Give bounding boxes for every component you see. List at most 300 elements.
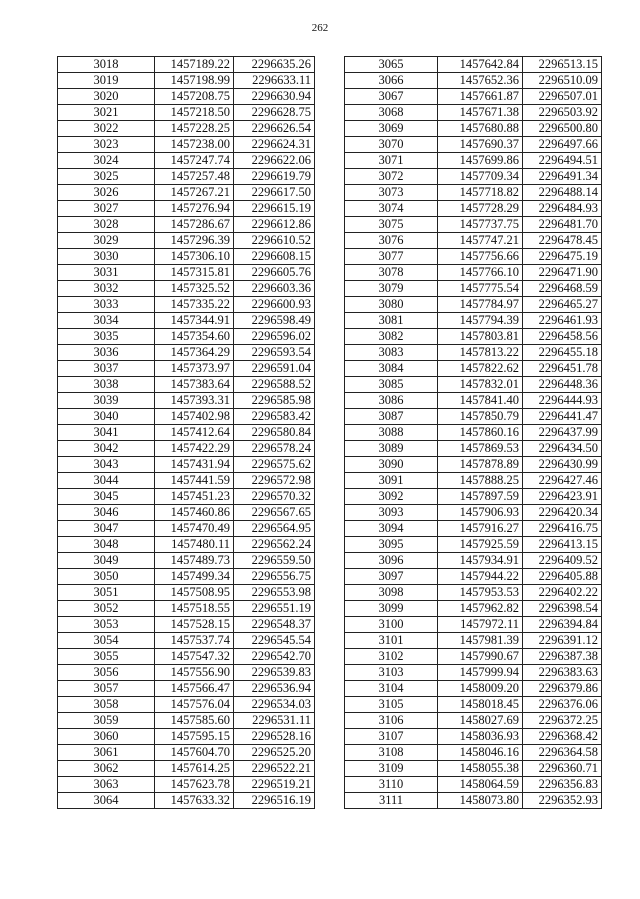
point-id-cell: 3049: [58, 553, 155, 569]
x-coordinate-cell: 1457585.60: [155, 713, 234, 729]
table-row: [345, 425, 602, 441]
table-row: [58, 761, 315, 777]
y-coordinate-cell: 2296531.11: [234, 713, 315, 729]
y-coordinate-cell: 2296444.93: [523, 393, 602, 409]
x-coordinate-cell: 1457999.94: [438, 665, 523, 681]
x-coordinate-cell: 1457470.49: [155, 521, 234, 537]
point-id-cell: 3072: [345, 169, 438, 185]
y-coordinate-cell: 2296588.52: [234, 377, 315, 393]
table-row: [345, 201, 602, 217]
table-row: [58, 793, 315, 809]
y-coordinate-cell: 2296420.34: [523, 505, 602, 521]
point-id-cell: 3021: [58, 105, 155, 121]
y-coordinate-cell: 2296497.66: [523, 137, 602, 153]
y-coordinate-cell: 2296437.99: [523, 425, 602, 441]
table-row: [345, 409, 602, 425]
y-coordinate-cell: 2296570.32: [234, 489, 315, 505]
x-coordinate-cell: 1457803.81: [438, 329, 523, 345]
x-coordinate-cell: 1457508.95: [155, 585, 234, 601]
y-coordinate-cell: 2296633.11: [234, 73, 315, 89]
table-row: [58, 633, 315, 649]
table-row: [58, 713, 315, 729]
x-coordinate-cell: 1458036.93: [438, 729, 523, 745]
point-id-cell: 3018: [58, 57, 155, 73]
table-row: [345, 777, 602, 793]
point-id-cell: 3033: [58, 297, 155, 313]
x-coordinate-cell: 1457972.11: [438, 617, 523, 633]
table-row: [345, 553, 602, 569]
page-number: 262: [311, 22, 329, 34]
point-id-cell: 3080: [345, 297, 438, 313]
y-coordinate-cell: 2296564.95: [234, 521, 315, 537]
point-id-cell: 3048: [58, 537, 155, 553]
x-coordinate-cell: 1457661.87: [438, 89, 523, 105]
y-coordinate-cell: 2296551.19: [234, 601, 315, 617]
x-coordinate-cell: 1457633.32: [155, 793, 234, 809]
point-id-cell: 3051: [58, 585, 155, 601]
table-row: [58, 249, 315, 265]
point-id-cell: 3084: [345, 361, 438, 377]
x-coordinate-cell: 1457813.22: [438, 345, 523, 361]
point-id-cell: 3020: [58, 89, 155, 105]
point-id-cell: 3052: [58, 601, 155, 617]
x-coordinate-cell: 1457441.59: [155, 473, 234, 489]
x-coordinate-cell: 1457218.50: [155, 105, 234, 121]
x-coordinate-cell: 1457547.32: [155, 649, 234, 665]
table-row: [58, 649, 315, 665]
table-row: [58, 777, 315, 793]
point-id-cell: 3044: [58, 473, 155, 489]
point-id-cell: 3042: [58, 441, 155, 457]
y-coordinate-cell: 2296583.42: [234, 409, 315, 425]
point-id-cell: 3107: [345, 729, 438, 745]
point-id-cell: 3083: [345, 345, 438, 361]
point-id-cell: 3098: [345, 585, 438, 601]
table-row: [345, 89, 602, 105]
table-row: [58, 265, 315, 281]
table-row: [345, 297, 602, 313]
table-row: [58, 281, 315, 297]
y-coordinate-cell: 2296475.19: [523, 249, 602, 265]
y-coordinate-cell: 2296572.98: [234, 473, 315, 489]
table-row: [58, 441, 315, 457]
table-row: [345, 393, 602, 409]
point-id-cell: 3101: [345, 633, 438, 649]
y-coordinate-cell: 2296585.98: [234, 393, 315, 409]
x-coordinate-cell: 1458064.59: [438, 777, 523, 793]
x-coordinate-cell: 1457335.22: [155, 297, 234, 313]
y-coordinate-cell: 2296383.63: [523, 665, 602, 681]
y-coordinate-cell: 2296598.49: [234, 313, 315, 329]
x-coordinate-cell: 1457981.39: [438, 633, 523, 649]
x-coordinate-cell: 1457325.52: [155, 281, 234, 297]
y-coordinate-cell: 2296372.25: [523, 713, 602, 729]
y-coordinate-cell: 2296356.83: [523, 777, 602, 793]
table-row: [58, 569, 315, 585]
y-coordinate-cell: 2296553.98: [234, 585, 315, 601]
y-coordinate-cell: 2296481.70: [523, 217, 602, 233]
y-coordinate-cell: 2296491.34: [523, 169, 602, 185]
x-coordinate-cell: 1457556.90: [155, 665, 234, 681]
table-row: [58, 73, 315, 89]
table-row: [58, 665, 315, 681]
point-id-cell: 3023: [58, 137, 155, 153]
table-row: [58, 361, 315, 377]
table-row: [345, 73, 602, 89]
x-coordinate-cell: 1457499.34: [155, 569, 234, 585]
table-row: [58, 217, 315, 233]
table-row: [58, 745, 315, 761]
x-coordinate-cell: 1457680.88: [438, 121, 523, 137]
y-coordinate-cell: 2296409.52: [523, 553, 602, 569]
y-coordinate-cell: 2296575.62: [234, 457, 315, 473]
table-row: [345, 361, 602, 377]
point-id-cell: 3075: [345, 217, 438, 233]
table-row: [345, 569, 602, 585]
y-coordinate-cell: 2296494.51: [523, 153, 602, 169]
table-row: [58, 489, 315, 505]
point-id-cell: 3038: [58, 377, 155, 393]
point-id-cell: 3025: [58, 169, 155, 185]
point-id-cell: 3054: [58, 633, 155, 649]
y-coordinate-cell: 2296600.93: [234, 297, 315, 313]
y-coordinate-cell: 2296387.38: [523, 649, 602, 665]
x-coordinate-cell: 1457344.91: [155, 313, 234, 329]
y-coordinate-cell: 2296458.56: [523, 329, 602, 345]
point-id-cell: 3034: [58, 313, 155, 329]
y-coordinate-cell: 2296503.92: [523, 105, 602, 121]
table-row: [345, 713, 602, 729]
point-id-cell: 3074: [345, 201, 438, 217]
point-id-cell: 3099: [345, 601, 438, 617]
table-row: [345, 377, 602, 393]
table-row: [58, 585, 315, 601]
y-coordinate-cell: 2296522.21: [234, 761, 315, 777]
point-id-cell: 3064: [58, 793, 155, 809]
point-id-cell: 3092: [345, 489, 438, 505]
table-row: [345, 441, 602, 457]
y-coordinate-cell: 2296539.83: [234, 665, 315, 681]
point-id-cell: 3110: [345, 777, 438, 793]
table-row: [58, 601, 315, 617]
x-coordinate-cell: 1457431.94: [155, 457, 234, 473]
y-coordinate-cell: 2296513.15: [523, 57, 602, 73]
x-coordinate-cell: 1457489.73: [155, 553, 234, 569]
x-coordinate-cell: 1457850.79: [438, 409, 523, 425]
point-id-cell: 3043: [58, 457, 155, 473]
y-coordinate-cell: 2296628.75: [234, 105, 315, 121]
point-id-cell: 3103: [345, 665, 438, 681]
point-id-cell: 3094: [345, 521, 438, 537]
point-id-cell: 3066: [345, 73, 438, 89]
point-id-cell: 3022: [58, 121, 155, 137]
table-row: [345, 121, 602, 137]
y-coordinate-cell: 2296398.54: [523, 601, 602, 617]
y-coordinate-cell: 2296516.19: [234, 793, 315, 809]
x-coordinate-cell: 1457566.47: [155, 681, 234, 697]
x-coordinate-cell: 1457373.97: [155, 361, 234, 377]
x-coordinate-cell: 1457451.23: [155, 489, 234, 505]
point-id-cell: 3056: [58, 665, 155, 681]
y-coordinate-cell: 2296591.04: [234, 361, 315, 377]
y-coordinate-cell: 2296559.50: [234, 553, 315, 569]
x-coordinate-cell: 1458046.16: [438, 745, 523, 761]
point-id-cell: 3093: [345, 505, 438, 521]
table-row: [345, 729, 602, 745]
point-id-cell: 3097: [345, 569, 438, 585]
table-row: [58, 521, 315, 537]
x-coordinate-cell: 1457296.39: [155, 233, 234, 249]
x-coordinate-cell: 1457794.39: [438, 313, 523, 329]
point-id-cell: 3095: [345, 537, 438, 553]
y-coordinate-cell: 2296622.06: [234, 153, 315, 169]
table-row: [345, 761, 602, 777]
y-coordinate-cell: 2296391.12: [523, 633, 602, 649]
table-row: [58, 121, 315, 137]
table-row: [345, 473, 602, 489]
x-coordinate-cell: 1458018.45: [438, 697, 523, 713]
point-id-cell: 3065: [345, 57, 438, 73]
x-coordinate-cell: 1457383.64: [155, 377, 234, 393]
table-row: [58, 105, 315, 121]
table-row: [58, 473, 315, 489]
x-coordinate-cell: 1457944.22: [438, 569, 523, 585]
table-row: [345, 649, 602, 665]
y-coordinate-cell: 2296500.80: [523, 121, 602, 137]
x-coordinate-cell: 1457897.59: [438, 489, 523, 505]
point-id-cell: 3088: [345, 425, 438, 441]
x-coordinate-cell: 1457364.29: [155, 345, 234, 361]
table-row: [58, 169, 315, 185]
y-coordinate-cell: 2296402.22: [523, 585, 602, 601]
x-coordinate-cell: 1457766.10: [438, 265, 523, 281]
table-row: [58, 393, 315, 409]
y-coordinate-cell: 2296605.76: [234, 265, 315, 281]
y-coordinate-cell: 2296461.93: [523, 313, 602, 329]
point-id-cell: 3077: [345, 249, 438, 265]
y-coordinate-cell: 2296434.50: [523, 441, 602, 457]
point-id-cell: 3041: [58, 425, 155, 441]
table-row: [58, 345, 315, 361]
y-coordinate-cell: 2296578.24: [234, 441, 315, 457]
y-coordinate-cell: 2296542.70: [234, 649, 315, 665]
y-coordinate-cell: 2296368.42: [523, 729, 602, 745]
table-row: [345, 217, 602, 233]
table-row: [345, 329, 602, 345]
y-coordinate-cell: 2296619.79: [234, 169, 315, 185]
x-coordinate-cell: 1457393.31: [155, 393, 234, 409]
table-row: [345, 633, 602, 649]
y-coordinate-cell: 2296603.36: [234, 281, 315, 297]
point-id-cell: 3090: [345, 457, 438, 473]
x-coordinate-cell: 1457267.21: [155, 185, 234, 201]
table-row: [345, 249, 602, 265]
x-coordinate-cell: 1457422.29: [155, 441, 234, 457]
table-row: [345, 185, 602, 201]
point-id-cell: 3089: [345, 441, 438, 457]
table-row: [345, 521, 602, 537]
table-row: [345, 505, 602, 521]
y-coordinate-cell: 2296379.86: [523, 681, 602, 697]
table-row: [345, 169, 602, 185]
y-coordinate-cell: 2296427.46: [523, 473, 602, 489]
point-id-cell: 3068: [345, 105, 438, 121]
x-coordinate-cell: 1457623.78: [155, 777, 234, 793]
y-coordinate-cell: 2296556.75: [234, 569, 315, 585]
coordinate-table-right: [344, 56, 602, 809]
y-coordinate-cell: 2296626.54: [234, 121, 315, 137]
x-coordinate-cell: 1457916.27: [438, 521, 523, 537]
y-coordinate-cell: 2296624.31: [234, 137, 315, 153]
x-coordinate-cell: 1457925.59: [438, 537, 523, 553]
table-row: [345, 585, 602, 601]
point-id-cell: 3111: [345, 793, 438, 809]
table-row: [58, 681, 315, 697]
y-coordinate-cell: 2296567.65: [234, 505, 315, 521]
x-coordinate-cell: 1457822.62: [438, 361, 523, 377]
table-row: [345, 345, 602, 361]
x-coordinate-cell: 1457953.53: [438, 585, 523, 601]
point-id-cell: 3019: [58, 73, 155, 89]
x-coordinate-cell: 1457784.97: [438, 297, 523, 313]
y-coordinate-cell: 2296405.88: [523, 569, 602, 585]
y-coordinate-cell: 2296612.86: [234, 217, 315, 233]
table-row: [58, 329, 315, 345]
x-coordinate-cell: 1457841.40: [438, 393, 523, 409]
y-coordinate-cell: 2296468.59: [523, 281, 602, 297]
point-id-cell: 3108: [345, 745, 438, 761]
point-id-cell: 3062: [58, 761, 155, 777]
point-id-cell: 3091: [345, 473, 438, 489]
table-row: [345, 793, 602, 809]
point-id-cell: 3085: [345, 377, 438, 393]
point-id-cell: 3059: [58, 713, 155, 729]
point-id-cell: 3030: [58, 249, 155, 265]
x-coordinate-cell: 1457934.91: [438, 553, 523, 569]
y-coordinate-cell: 2296423.91: [523, 489, 602, 505]
y-coordinate-cell: 2296545.54: [234, 633, 315, 649]
table-row: [345, 489, 602, 505]
point-id-cell: 3032: [58, 281, 155, 297]
y-coordinate-cell: 2296465.27: [523, 297, 602, 313]
table-row: [345, 281, 602, 297]
table-row: [58, 153, 315, 169]
table-row: [345, 265, 602, 281]
y-coordinate-cell: 2296376.06: [523, 697, 602, 713]
x-coordinate-cell: 1457518.55: [155, 601, 234, 617]
x-coordinate-cell: 1457460.86: [155, 505, 234, 521]
y-coordinate-cell: 2296528.16: [234, 729, 315, 745]
coordinate-table-left: [57, 56, 315, 809]
x-coordinate-cell: 1457595.15: [155, 729, 234, 745]
point-id-cell: 3046: [58, 505, 155, 521]
table-row: [345, 457, 602, 473]
y-coordinate-cell: 2296471.90: [523, 265, 602, 281]
point-id-cell: 3102: [345, 649, 438, 665]
point-id-cell: 3027: [58, 201, 155, 217]
table-row: [345, 601, 602, 617]
y-coordinate-cell: 2296360.71: [523, 761, 602, 777]
y-coordinate-cell: 2296580.84: [234, 425, 315, 441]
point-id-cell: 3061: [58, 745, 155, 761]
x-coordinate-cell: 1457576.04: [155, 697, 234, 713]
x-coordinate-cell: 1457652.36: [438, 73, 523, 89]
y-coordinate-cell: 2296416.75: [523, 521, 602, 537]
x-coordinate-cell: 1457671.38: [438, 105, 523, 121]
point-id-cell: 3029: [58, 233, 155, 249]
x-coordinate-cell: 1457718.82: [438, 185, 523, 201]
x-coordinate-cell: 1458055.38: [438, 761, 523, 777]
point-id-cell: 3073: [345, 185, 438, 201]
table-row: [58, 553, 315, 569]
y-coordinate-cell: 2296596.02: [234, 329, 315, 345]
y-coordinate-cell: 2296608.15: [234, 249, 315, 265]
x-coordinate-cell: 1458073.80: [438, 793, 523, 809]
point-id-cell: 3109: [345, 761, 438, 777]
y-coordinate-cell: 2296507.01: [523, 89, 602, 105]
y-coordinate-cell: 2296635.26: [234, 57, 315, 73]
table-row: [345, 233, 602, 249]
table-row: [345, 697, 602, 713]
y-coordinate-cell: 2296484.93: [523, 201, 602, 217]
point-id-cell: 3060: [58, 729, 155, 745]
x-coordinate-cell: 1457480.11: [155, 537, 234, 553]
point-id-cell: 3045: [58, 489, 155, 505]
table-row: [345, 105, 602, 121]
point-id-cell: 3069: [345, 121, 438, 137]
y-coordinate-cell: 2296525.20: [234, 745, 315, 761]
y-coordinate-cell: 2296455.18: [523, 345, 602, 361]
x-coordinate-cell: 1457189.22: [155, 57, 234, 73]
x-coordinate-cell: 1457614.25: [155, 761, 234, 777]
point-id-cell: 3082: [345, 329, 438, 345]
point-id-cell: 3037: [58, 361, 155, 377]
y-coordinate-cell: 2296510.09: [523, 73, 602, 89]
y-coordinate-cell: 2296364.58: [523, 745, 602, 761]
table-row: [58, 697, 315, 713]
y-coordinate-cell: 2296617.50: [234, 185, 315, 201]
table-row: [345, 57, 602, 73]
point-id-cell: 3106: [345, 713, 438, 729]
point-id-cell: 3057: [58, 681, 155, 697]
x-coordinate-cell: 1457537.74: [155, 633, 234, 649]
x-coordinate-cell: 1457906.93: [438, 505, 523, 521]
point-id-cell: 3055: [58, 649, 155, 665]
table-row: [58, 57, 315, 73]
point-id-cell: 3070: [345, 137, 438, 153]
y-coordinate-cell: 2296478.45: [523, 233, 602, 249]
x-coordinate-cell: 1457878.89: [438, 457, 523, 473]
point-id-cell: 3086: [345, 393, 438, 409]
y-coordinate-cell: 2296448.36: [523, 377, 602, 393]
point-id-cell: 3040: [58, 409, 155, 425]
y-coordinate-cell: 2296451.78: [523, 361, 602, 377]
point-id-cell: 3105: [345, 697, 438, 713]
x-coordinate-cell: 1457208.75: [155, 89, 234, 105]
table-row: [58, 137, 315, 153]
point-id-cell: 3096: [345, 553, 438, 569]
table-row: [58, 617, 315, 633]
point-id-cell: 3087: [345, 409, 438, 425]
table-row: [58, 457, 315, 473]
y-coordinate-cell: 2296536.94: [234, 681, 315, 697]
point-id-cell: 3031: [58, 265, 155, 281]
y-coordinate-cell: 2296548.37: [234, 617, 315, 633]
y-coordinate-cell: 2296534.03: [234, 697, 315, 713]
x-coordinate-cell: 1457888.25: [438, 473, 523, 489]
table-row: [58, 185, 315, 201]
x-coordinate-cell: 1457690.37: [438, 137, 523, 153]
